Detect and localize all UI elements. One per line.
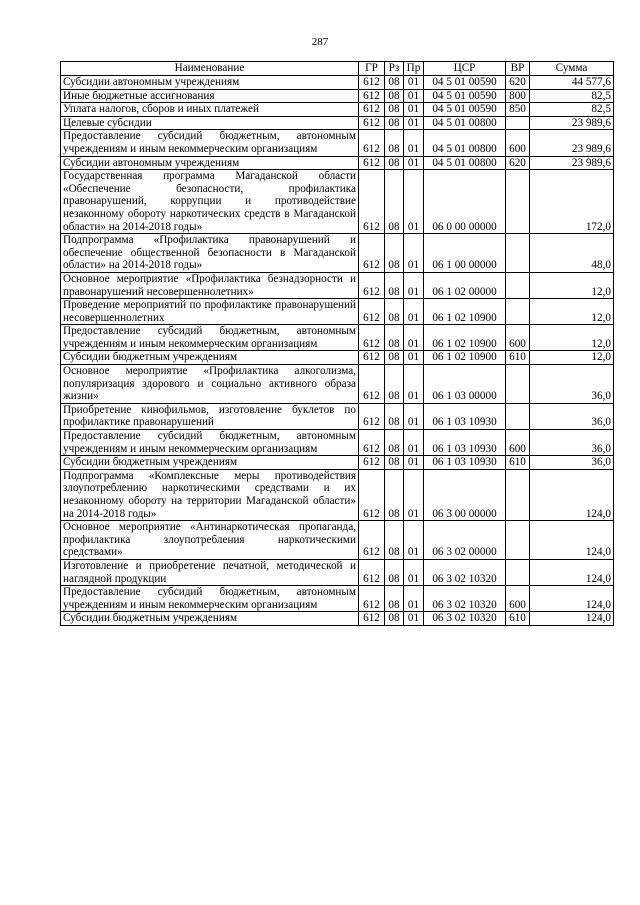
cell-name: Субсидии автономным учреждениям	[61, 76, 359, 90]
cell-sum: 23 989,6	[530, 156, 614, 170]
cell-vr	[506, 521, 530, 560]
cell-name: Проведение мероприятий по профилактике правонарушений несовершеннолетних	[61, 299, 359, 325]
table-row	[61, 170, 614, 234]
cell-gr: 612	[359, 272, 385, 298]
cell-vr	[506, 299, 530, 325]
cell-gr: 612	[359, 430, 385, 456]
cell-vr	[506, 403, 530, 429]
cell-rz: 08	[385, 521, 404, 560]
cell-csr: 04 5 01 00800	[424, 130, 506, 156]
cell-sum: 12,0	[530, 351, 614, 365]
cell-pr: 01	[404, 559, 424, 585]
cell-pr: 01	[404, 586, 424, 612]
cell-csr: 06 3 02 10320	[424, 559, 506, 585]
cell-gr: 612	[359, 586, 385, 612]
cell-name: Целевые субсидии	[61, 116, 359, 130]
cell-sum: 36,0	[530, 403, 614, 429]
cell-gr: 612	[359, 234, 385, 273]
table-row	[61, 403, 614, 429]
cell-rz: 08	[385, 430, 404, 456]
cell-name: Уплата налогов, сборов и иных платежей	[61, 103, 359, 117]
cell-csr: 06 1 02 10900	[424, 325, 506, 351]
cell-vr: 800	[506, 89, 530, 103]
cell-vr: 610	[506, 612, 530, 626]
cell-csr: 06 0 00 00000	[424, 170, 506, 234]
cell-sum: 12,0	[530, 299, 614, 325]
table-row	[61, 430, 614, 456]
cell-gr: 612	[359, 351, 385, 365]
cell-name: Предоставление субсидий бюджетным, автономным учреждениям и иным некоммерческим организациям	[61, 130, 359, 156]
cell-sum: 124,0	[530, 521, 614, 560]
cell-rz: 08	[385, 456, 404, 470]
cell-sum: 124,0	[530, 586, 614, 612]
cell-vr: 850	[506, 103, 530, 117]
cell-pr: 01	[404, 521, 424, 560]
cell-gr: 612	[359, 325, 385, 351]
cell-rz: 08	[385, 170, 404, 234]
cell-name: Субсидии бюджетным учреждениям	[61, 456, 359, 470]
cell-name: Основное мероприятие «Профилактика безнадзорности и правонарушений несовершеннолетних»	[61, 272, 359, 298]
cell-name: Субсидии автономным учреждениям	[61, 156, 359, 170]
cell-gr: 612	[359, 469, 385, 520]
cell-rz: 08	[385, 116, 404, 130]
cell-name: Иные бюджетные ассигнования	[61, 89, 359, 103]
cell-sum: 124,0	[530, 612, 614, 626]
cell-vr: 620	[506, 76, 530, 90]
cell-gr: 612	[359, 612, 385, 626]
table-row	[61, 130, 614, 156]
cell-vr: 610	[506, 351, 530, 365]
cell-name: Приобретение кинофильмов, изготовление буклетов по профилактике правонарушений	[61, 403, 359, 429]
cell-gr: 612	[359, 89, 385, 103]
cell-pr: 01	[404, 612, 424, 626]
cell-pr: 01	[404, 365, 424, 404]
table-row	[61, 272, 614, 298]
cell-vr: 600	[506, 430, 530, 456]
cell-sum: 36,0	[530, 365, 614, 404]
cell-gr: 612	[359, 403, 385, 429]
cell-name: Основное мероприятие «Профилактика алкоголизма, популяризация здорового и социально активного образа жизни»	[61, 365, 359, 404]
cell-vr	[506, 469, 530, 520]
cell-sum: 36,0	[530, 430, 614, 456]
table-row	[61, 116, 614, 130]
header-csr: ЦСР	[424, 62, 506, 76]
cell-csr: 06 1 03 10930	[424, 403, 506, 429]
cell-sum: 124,0	[530, 559, 614, 585]
cell-pr: 01	[404, 156, 424, 170]
cell-vr: 600	[506, 130, 530, 156]
table-row	[61, 156, 614, 170]
cell-pr: 01	[404, 130, 424, 156]
cell-gr: 612	[359, 521, 385, 560]
cell-pr: 01	[404, 469, 424, 520]
table-row	[61, 299, 614, 325]
page-number: 287	[311, 36, 329, 48]
cell-csr: 06 1 00 00000	[424, 234, 506, 273]
cell-vr: 600	[506, 325, 530, 351]
cell-name: Государственная программа Магаданской области «Обеспечение безопасности, профилактика правонарушений, коррупции и противодействие незаконному обороту наркотических средств в Магаданской области» на 2014-2018 годы»	[61, 170, 359, 234]
cell-pr: 01	[404, 299, 424, 325]
table-row	[61, 469, 614, 520]
cell-name: Предоставление субсидий бюджетным, автономным учреждениям и иным некоммерческим организациям	[61, 430, 359, 456]
cell-sum: 172,0	[530, 170, 614, 234]
table-row	[61, 456, 614, 470]
cell-sum: 124,0	[530, 469, 614, 520]
cell-csr: 04 5 01 00590	[424, 103, 506, 117]
cell-name: Изготовление и приобретение печатной, методической и наглядной продукции	[61, 559, 359, 585]
cell-pr: 01	[404, 403, 424, 429]
cell-csr: 06 3 02 10320	[424, 586, 506, 612]
cell-rz: 08	[385, 272, 404, 298]
cell-csr: 04 5 01 00590	[424, 76, 506, 90]
cell-rz: 08	[385, 103, 404, 117]
cell-sum: 23 989,6	[530, 130, 614, 156]
cell-gr: 612	[359, 103, 385, 117]
cell-rz: 08	[385, 299, 404, 325]
cell-csr: 06 1 02 10900	[424, 299, 506, 325]
cell-sum: 12,0	[530, 272, 614, 298]
cell-csr: 06 3 00 00000	[424, 469, 506, 520]
cell-vr	[506, 272, 530, 298]
cell-pr: 01	[404, 430, 424, 456]
cell-pr: 01	[404, 76, 424, 90]
cell-gr: 612	[359, 76, 385, 90]
cell-vr	[506, 365, 530, 404]
cell-csr: 06 1 02 00000	[424, 272, 506, 298]
cell-rz: 08	[385, 612, 404, 626]
cell-csr: 06 3 02 10320	[424, 612, 506, 626]
cell-vr: 610	[506, 456, 530, 470]
cell-gr: 612	[359, 559, 385, 585]
cell-rz: 08	[385, 586, 404, 612]
cell-pr: 01	[404, 116, 424, 130]
cell-gr: 612	[359, 156, 385, 170]
cell-gr: 612	[359, 116, 385, 130]
cell-rz: 08	[385, 156, 404, 170]
cell-name: Предоставление субсидий бюджетным, автономным учреждениям и иным некоммерческим организациям	[61, 325, 359, 351]
cell-rz: 08	[385, 351, 404, 365]
cell-name: Субсидии бюджетным учреждениям	[61, 612, 359, 626]
cell-csr: 06 1 03 00000	[424, 365, 506, 404]
cell-rz: 08	[385, 234, 404, 273]
cell-pr: 01	[404, 325, 424, 351]
table-row	[61, 76, 614, 90]
cell-csr: 06 3 02 00000	[424, 521, 506, 560]
cell-rz: 08	[385, 403, 404, 429]
cell-name: Предоставление субсидий бюджетным, автономным учреждениям и иным некоммерческим организациям	[61, 586, 359, 612]
cell-csr: 04 5 01 00590	[424, 89, 506, 103]
cell-gr: 612	[359, 365, 385, 404]
table-row	[61, 521, 614, 560]
header-sum: Сумма	[530, 62, 614, 76]
header-rz: Рз	[385, 62, 404, 76]
cell-vr: 620	[506, 156, 530, 170]
table-row	[61, 325, 614, 351]
table-row	[61, 612, 614, 626]
cell-sum: 82,5	[530, 89, 614, 103]
cell-vr	[506, 170, 530, 234]
header-name: Наименование	[61, 62, 359, 76]
table-row	[61, 89, 614, 103]
cell-gr: 612	[359, 170, 385, 234]
table-row	[61, 586, 614, 612]
cell-rz: 08	[385, 76, 404, 90]
cell-pr: 01	[404, 351, 424, 365]
cell-vr: 600	[506, 586, 530, 612]
cell-gr: 612	[359, 130, 385, 156]
cell-gr: 612	[359, 456, 385, 470]
cell-rz: 08	[385, 469, 404, 520]
cell-vr	[506, 559, 530, 585]
header-vr: ВР	[506, 62, 530, 76]
cell-name: Подпрограмма «Профилактика правонарушений и обеспечение общественной безопасности в Магаданской области» на 2014-2018 годы»	[61, 234, 359, 273]
cell-pr: 01	[404, 103, 424, 117]
cell-sum: 48,0	[530, 234, 614, 273]
cell-rz: 08	[385, 365, 404, 404]
table-row	[61, 365, 614, 404]
cell-csr: 06 1 03 10930	[424, 456, 506, 470]
table-row	[61, 234, 614, 273]
cell-pr: 01	[404, 272, 424, 298]
cell-vr	[506, 234, 530, 273]
cell-sum: 23 989,6	[530, 116, 614, 130]
cell-name: Основное мероприятие «Антинаркотическая пропаганда, профилактика злоупотребления наркотическими средствами»	[61, 521, 359, 560]
cell-sum: 36,0	[530, 456, 614, 470]
cell-csr: 04 5 01 00800	[424, 156, 506, 170]
table-row	[61, 559, 614, 585]
cell-rz: 08	[385, 559, 404, 585]
cell-csr: 06 1 02 10900	[424, 351, 506, 365]
cell-rz: 08	[385, 325, 404, 351]
table-row	[61, 351, 614, 365]
cell-sum: 82,5	[530, 103, 614, 117]
table-header-row	[61, 62, 614, 76]
cell-pr: 01	[404, 170, 424, 234]
cell-rz: 08	[385, 89, 404, 103]
budget-table	[60, 61, 614, 626]
cell-rz: 08	[385, 130, 404, 156]
cell-gr: 612	[359, 299, 385, 325]
table-row	[61, 103, 614, 117]
cell-vr	[506, 116, 530, 130]
header-pr: Пр	[404, 62, 424, 76]
cell-pr: 01	[404, 89, 424, 103]
cell-csr: 06 1 03 10930	[424, 430, 506, 456]
cell-csr: 04 5 01 00800	[424, 116, 506, 130]
header-gr: ГР	[359, 62, 385, 76]
cell-pr: 01	[404, 234, 424, 273]
cell-sum: 44 577,6	[530, 76, 614, 90]
cell-pr: 01	[404, 456, 424, 470]
cell-name: Подпрограмма «Комплексные меры противодействия злоупотреблению наркотическими средствами и их незаконному обороту на территории Магаданской области» на 2014-2018 годы»	[61, 469, 359, 520]
cell-sum: 12,0	[530, 325, 614, 351]
cell-name: Субсидии бюджетным учреждениям	[61, 351, 359, 365]
